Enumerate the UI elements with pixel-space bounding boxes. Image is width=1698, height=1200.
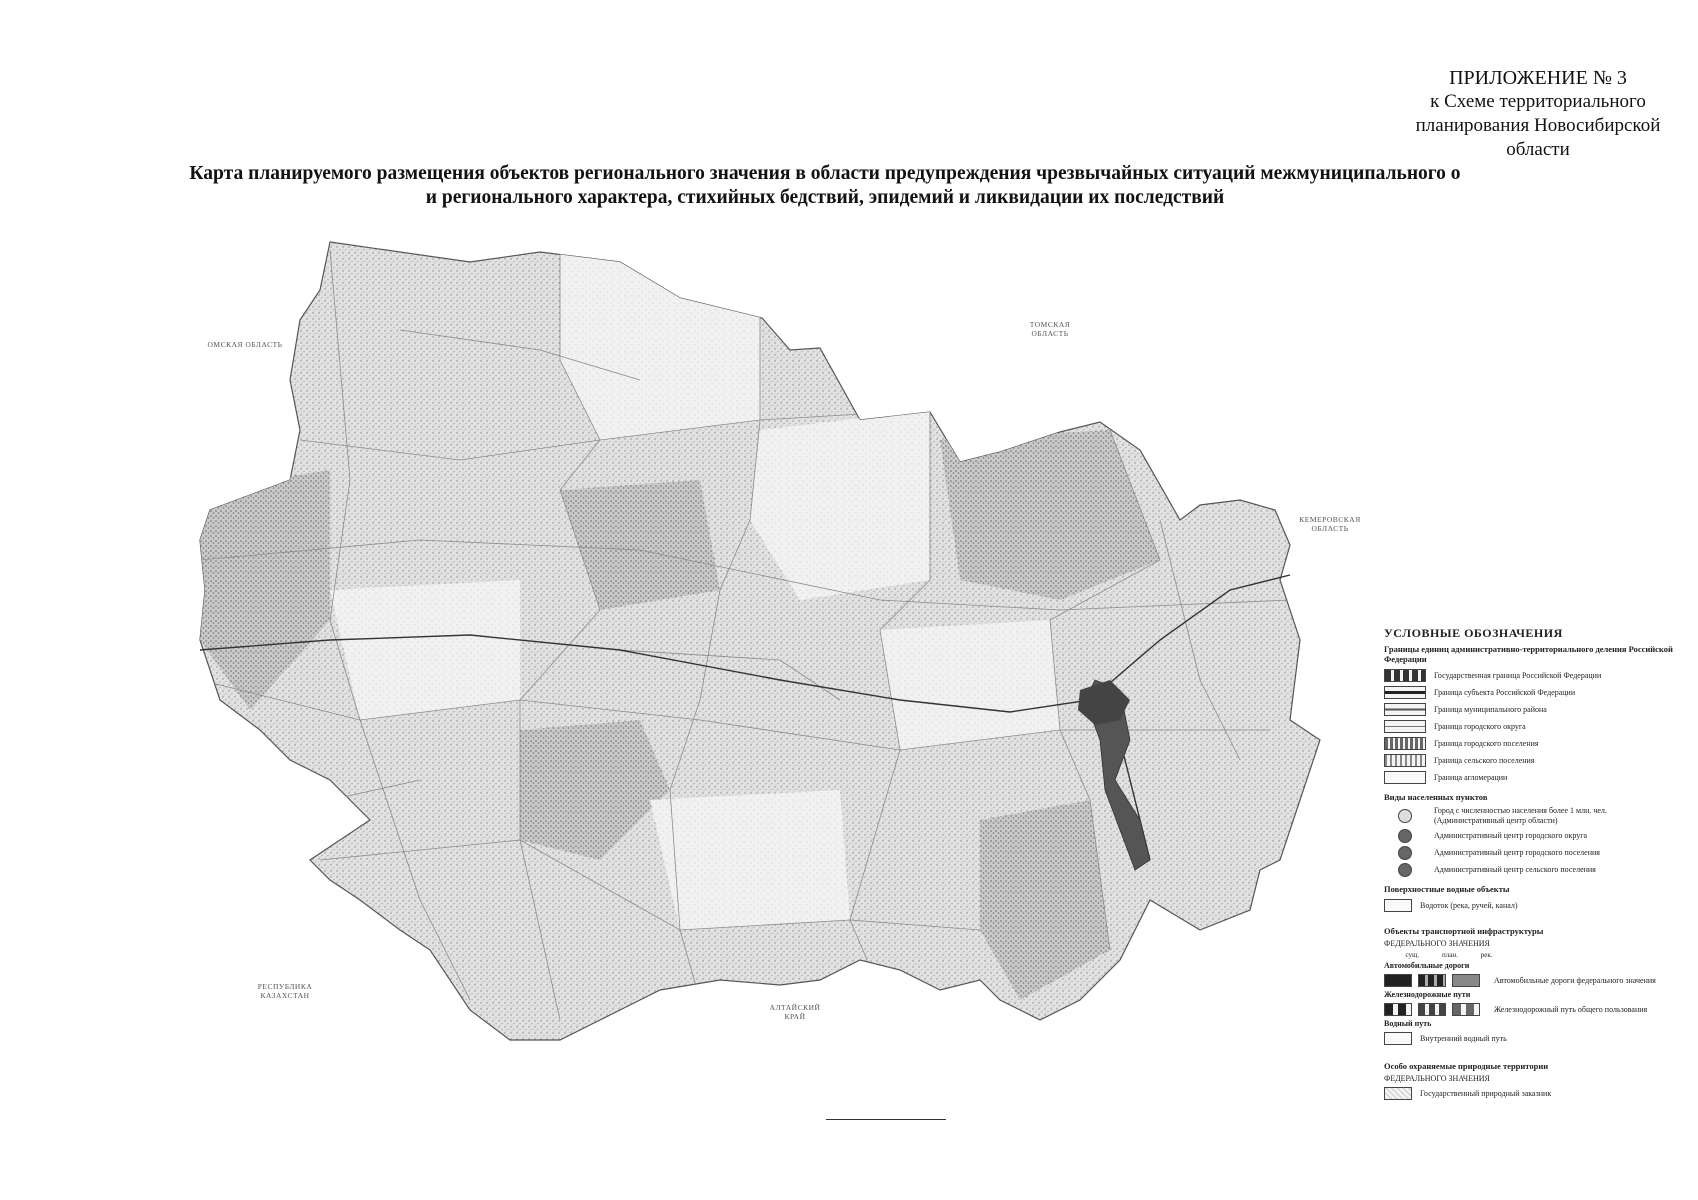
appendix-number: ПРИЛОЖЕНИЕ № 3 bbox=[1449, 67, 1627, 89]
legend-row bbox=[1384, 667, 1684, 684]
legend-text: Граница агломерации bbox=[1434, 772, 1508, 782]
map-legend bbox=[1384, 628, 1684, 1102]
legend-text: Административный центр сельского поселения bbox=[1434, 864, 1596, 874]
neighbor-label-kemerovo: КЕМЕРОВСКАЯ ОБЛАСТЬ bbox=[1299, 515, 1361, 533]
legend-subheading: Железнодорожные пути bbox=[1384, 990, 1471, 999]
status-caption: сущ. bbox=[1405, 951, 1420, 959]
legend-section-boundaries: Границы единиц административно-территориального деления Российской Федерации bbox=[1384, 644, 1673, 664]
district-light bbox=[560, 240, 760, 440]
legend-text: Автомобильные дороги федерального значения bbox=[1494, 975, 1656, 985]
status-caption: рек. bbox=[1480, 951, 1493, 959]
urban-settlement-center-icon bbox=[1398, 846, 1412, 860]
subject-border-symbol bbox=[1384, 686, 1426, 699]
legend-text: Граница сельского поселения bbox=[1434, 755, 1535, 765]
district-border-symbol bbox=[1384, 703, 1426, 716]
district-light bbox=[330, 580, 520, 720]
legend-section-settlements: Виды населенных пунктов bbox=[1384, 792, 1488, 802]
nature-reserve-symbol bbox=[1384, 1087, 1412, 1100]
legend-section-transport: Объекты транспортной инфраструктуры bbox=[1384, 926, 1544, 936]
legend-subheading: Водный путь bbox=[1384, 1019, 1432, 1028]
rural-settlement-center-icon bbox=[1398, 863, 1412, 877]
appendix-line: области bbox=[1506, 139, 1570, 160]
appendix-line: к Схеме территориального bbox=[1430, 91, 1646, 112]
district-light bbox=[650, 790, 850, 930]
legend-text: Водоток (река, ручей, канал) bbox=[1420, 900, 1518, 910]
legend-row bbox=[1384, 769, 1684, 786]
legend-row bbox=[1384, 1085, 1684, 1102]
road-planned-symbol bbox=[1418, 974, 1446, 987]
legend-row bbox=[1384, 684, 1684, 701]
legend-text: Государственная граница Российской Федерации bbox=[1434, 670, 1602, 680]
legend-subheading: ФЕДЕРАЛЬНОГО ЗНАЧЕНИЯ bbox=[1384, 1074, 1490, 1083]
legend-text: Граница городского поселения bbox=[1434, 738, 1539, 748]
watercourse-symbol bbox=[1384, 899, 1412, 912]
neighbor-label-tomsk: ТОМСКАЯ ОБЛАСТЬ bbox=[1029, 320, 1071, 338]
neighbor-label-omsk: ОМСКАЯ ОБЛАСТЬ bbox=[207, 340, 283, 349]
neighbor-label-kazakhstan: РЕСПУБЛИКА КАЗАХСТАН bbox=[257, 982, 313, 1000]
district-light bbox=[880, 620, 1060, 750]
city-district-border-symbol bbox=[1384, 720, 1426, 733]
legend-subheading: Автомобильные дороги bbox=[1384, 961, 1470, 970]
map-title-line: Карта планируемого размещения объектов регионального значения в области предупреждения чрезвычайных ситуаций межмуниципального о bbox=[189, 163, 1461, 184]
legend-text: Административный центр городского округа bbox=[1434, 830, 1588, 840]
state-border-symbol bbox=[1384, 669, 1426, 682]
legend-text: Внутренний водный путь bbox=[1420, 1033, 1507, 1043]
rail-symbols bbox=[1384, 1003, 1486, 1016]
legend-section-water: Поверхностные водные объекты bbox=[1384, 884, 1510, 894]
legend-text: Железнодорожный путь общего пользования bbox=[1494, 1004, 1648, 1014]
legend-row bbox=[1384, 701, 1684, 718]
city-district-center-icon bbox=[1398, 829, 1412, 843]
legend-status-captions bbox=[1394, 950, 1504, 960]
rural-settlement-border-symbol bbox=[1384, 754, 1426, 767]
legend-row bbox=[1384, 735, 1684, 752]
legend-row bbox=[1384, 861, 1684, 878]
neighbor-label-altai: АЛТАЙСКИЙ КРАЙ bbox=[769, 1003, 821, 1021]
legend-section-protected: Особо охраняемые природные территории bbox=[1384, 1061, 1549, 1071]
appendix-line: планирования Новосибирской bbox=[1415, 115, 1661, 136]
legend-subheading: ФЕДЕРАЛЬНОГО ЗНАЧЕНИЯ bbox=[1384, 939, 1490, 948]
rail-reconstruct-symbol bbox=[1452, 1003, 1480, 1016]
road-symbols bbox=[1384, 974, 1486, 987]
rail-planned-symbol bbox=[1418, 1003, 1446, 1016]
scale-line bbox=[826, 1119, 946, 1120]
legend-title: УСЛОВНЫЕ ОБОЗНАЧЕНИЯ bbox=[1384, 626, 1563, 640]
legend-text: Город с численностью населения более 1 млн. чел. (Административный центр области) bbox=[1434, 806, 1607, 825]
legend-row bbox=[1384, 718, 1684, 735]
waterway-symbol bbox=[1384, 1032, 1412, 1045]
legend-text: Граница субъекта Российской Федерации bbox=[1434, 687, 1576, 697]
urban-settlement-border-symbol bbox=[1384, 737, 1426, 750]
rail-existing-symbol bbox=[1384, 1003, 1412, 1016]
legend-row bbox=[1384, 1001, 1684, 1018]
agglomeration-border-symbol bbox=[1384, 771, 1426, 784]
legend-row bbox=[1384, 752, 1684, 769]
legend-text: Граница муниципального района bbox=[1434, 704, 1547, 714]
road-reconstruct-symbol bbox=[1452, 974, 1480, 987]
legend-row bbox=[1384, 844, 1684, 861]
legend-text: Граница городского округа bbox=[1434, 721, 1526, 731]
legend-text: Административный центр городского поселения bbox=[1434, 847, 1600, 857]
legend-row bbox=[1384, 1030, 1684, 1047]
map-title-line: и регионального характера, стихийных бедствий, эпидемий и ликвидации их последствий bbox=[425, 187, 1225, 208]
legend-text: Государственный природный заказник bbox=[1420, 1088, 1552, 1098]
legend-row bbox=[1384, 805, 1684, 827]
million-city-icon bbox=[1398, 809, 1412, 823]
legend-row bbox=[1384, 972, 1684, 989]
road-existing-symbol bbox=[1384, 974, 1412, 987]
status-caption: план. bbox=[1442, 951, 1458, 959]
legend-row bbox=[1384, 897, 1684, 914]
legend-row bbox=[1384, 827, 1684, 844]
